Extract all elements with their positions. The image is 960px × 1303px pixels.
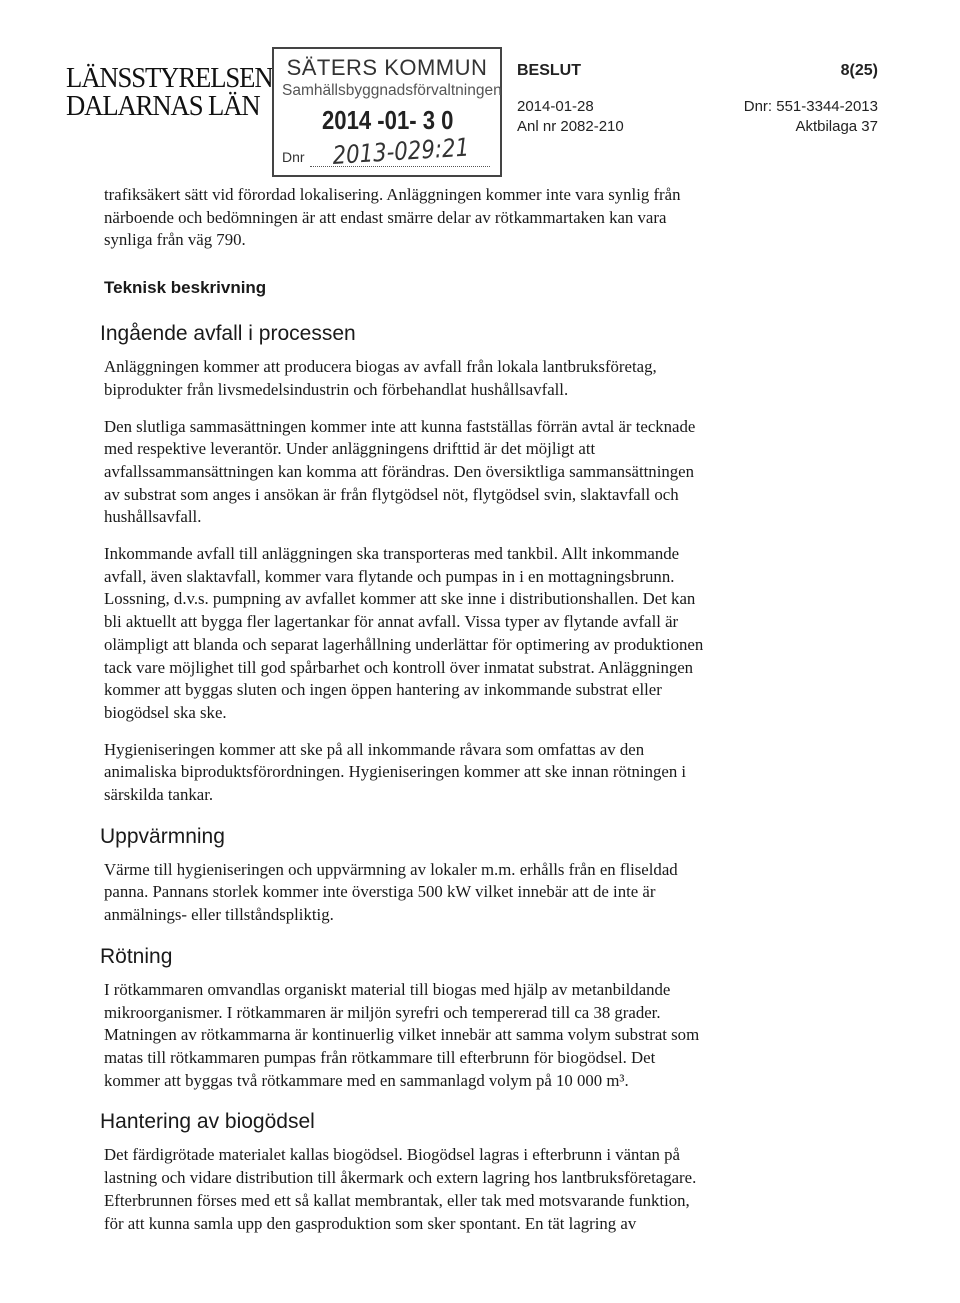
- text-line: lastning och vidare distribution till åkermark och extern lagring hos lantbruksföretagare.: [104, 1168, 697, 1188]
- text-line: trafiksäkert sätt vid förordad lokalisering. Anläggningen kommer inte vara synlig från: [104, 185, 681, 204]
- text-line: Värme till hygieniseringen och uppvärmning av lokaler m.m. erhålls från en fliseldad: [104, 859, 678, 879]
- text-line: synliga från väg 790.: [104, 230, 246, 250]
- paragraph: [104, 416, 764, 530]
- paragraph: [104, 979, 764, 1093]
- text-line: med respektive leverantör. Under anläggningens drifttid är det möjligt att: [104, 439, 596, 459]
- text-line: särskilda tankar.: [104, 785, 214, 805]
- text-line: biprodukter från livsmedelsindustrin och förbehandlat hushållsavfall.: [104, 379, 569, 399]
- text-line: tack vare möjlighet till god spårbarhet och kontroll över inmatat substrat. Anläggningen: [104, 657, 694, 677]
- text-line: bli aktuellt att bygga fler lagertankar för annat avfall. Vissa typer av flytande avfall är: [104, 612, 679, 632]
- text-line: anmälnings- eller tillståndspliktig.: [104, 905, 334, 925]
- logo-line-2: DALARNAS LÄN: [66, 90, 260, 122]
- text-line: kommer att byggas två rötkammare med en sammanlagd volym på 10 000 m³.: [104, 1070, 629, 1090]
- section-heading-teknisk: Teknisk beskrivning: [104, 278, 267, 298]
- heading-hantering-biogodsel: Hantering av biogödsel: [100, 1110, 315, 1134]
- paragraph: [104, 1144, 764, 1235]
- stamp-dnr-label: Dnr: [282, 149, 305, 165]
- page-number: 8(25): [840, 62, 878, 79]
- stamp-dnr-handwritten: 2013-029:21: [332, 132, 470, 170]
- paragraph: [104, 356, 764, 401]
- dnr-number: Dnr: 551-3344-2013: [743, 98, 878, 115]
- heading-rotning: Rötning: [100, 944, 173, 968]
- text-line: av substrat som anges i ansökan är från flytgödsel nöt, flytgödsel svin, slaktavfall och: [104, 484, 679, 504]
- text-line: panna. Pannans storlek kommer inte överstiga 500 kW vilket innebär att de inte är: [104, 882, 656, 902]
- text-line: Lossning, d.v.s. pumpning av avfallet kommer att ske inne i distributionshallen. Det kan: [104, 589, 696, 609]
- document-type: BESLUT: [517, 62, 581, 79]
- text-line: för att kunna samla upp den gasproduktion som sker spontant. En tät lagring av: [104, 1213, 637, 1233]
- aktbilaga: Aktbilaga 37: [795, 118, 878, 135]
- text-line: biogödsel ska ske.: [104, 702, 227, 722]
- document-body: [100, 184, 764, 1249]
- anl-number: Anl nr 2082-210: [517, 118, 624, 135]
- text-line: kommer att byggas sluten och ingen öppen hantering av inkommande substrat eller: [104, 680, 662, 700]
- intro-paragraph: [104, 184, 764, 252]
- received-stamp: [272, 47, 502, 177]
- text-line: närboende och bedömningen är att endast smärre delar av rötkammartaken kan vara: [104, 207, 667, 227]
- text-line: avfall, även slaktavfall, kommer vara flytande och pumpas in i en mottagningsbrunn.: [104, 566, 675, 586]
- text-line: olämpligt att blanda och separat lagerhållning underlättar för optimering av produktionen: [104, 634, 704, 654]
- document-date: 2014-01-28: [517, 98, 594, 115]
- text-line: matas till rötkammaren pumpas från rötkammare till efterbrunn för biogödsel. Det: [104, 1047, 656, 1067]
- text-line: Efterbrunnen förses med ett så kallat membrantak, eller tak med motsvarande funktion,: [104, 1190, 690, 1210]
- heading-ingaende-avfall: Ingående avfall i processen: [100, 322, 356, 346]
- heading-uppvarmning: Uppvärmning: [100, 824, 225, 848]
- text-line: Anläggningen kommer att producera biogas av avfall från lokala lantbruksföretag,: [104, 357, 657, 377]
- text-line: hushållsavfall.: [104, 507, 202, 527]
- stamp-municipality: SÄTERS KOMMUN: [286, 55, 488, 80]
- text-line: animaliska biproduktsförordningen. Hygieniseringen kommer att ske innan rötningen i: [104, 762, 687, 782]
- text-line: Matningen av rötkammarna är kontinuerlig vilket innebär att samma volym substrat som: [104, 1025, 700, 1045]
- agency-logo: [66, 64, 273, 120]
- text-line: Det färdigrötade materialet kallas biogödsel. Biogödsel lagras i efterbrunn i väntan på: [104, 1145, 680, 1165]
- text-line: I rötkammaren omvandlas organiskt material till biogas med hjälp av metanbildande: [104, 979, 671, 999]
- text-line: Den slutliga sammasättningen kommer inte att kunna fastställas förrän avtal är tecknade: [104, 416, 696, 436]
- text-line: Hygieniseringen kommer att ske på all inkommande råvara som omfattas av den: [104, 739, 645, 759]
- logo-line-1: LÄNSSTYRELSEN: [66, 62, 273, 94]
- text-line: mikroorganismer. I rötkammaren är miljön syrefri och tempererad till ca 38 grader.: [104, 1002, 661, 1022]
- stamp-date: 2014 -01- 3 0: [322, 105, 454, 135]
- text-line: Inkommande avfall till anläggningen ska transporteras med tankbil. Allt inkommande: [104, 544, 680, 564]
- paragraph: [104, 739, 764, 807]
- stamp-department: Samhällsbyggnadsförvaltningen: [282, 82, 502, 99]
- paragraph: [104, 543, 764, 725]
- paragraph: [104, 859, 764, 927]
- text-line: avfallssammansättningen kan komma att förändras. Den översiktliga sammansättningen: [104, 461, 694, 481]
